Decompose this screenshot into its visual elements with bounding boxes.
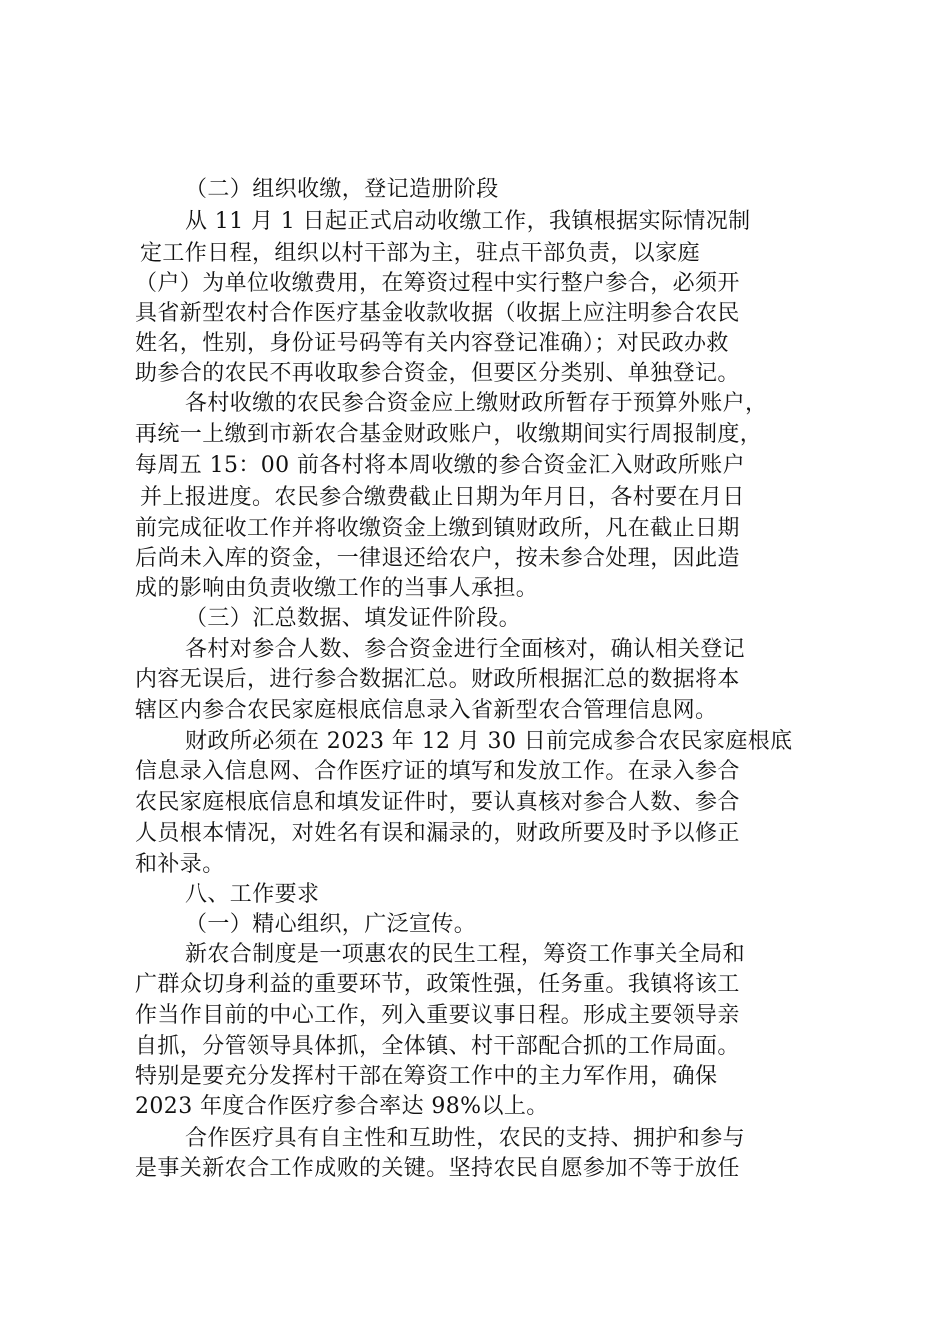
paragraph-line: 助参合的农民不再收取参合资金，但要区分类别、单独登记。 xyxy=(135,361,740,386)
paragraph-line: 内容无误后，进行参合数据汇总。财政所根据汇总的数据将本 xyxy=(135,667,740,692)
section-heading-2: （二）组织收缴，登记造册阶段 xyxy=(185,177,499,202)
paragraph-line: 后尚未入库的资金，一律退还给农户，按未参合处理，因此造 xyxy=(135,546,740,571)
paragraph-line: 人员根本情况，对姓名有误和漏录的，财政所要及时予以修正 xyxy=(135,821,740,846)
paragraph-line: 各村对参合人数、参合资金进行全面核对，确认相关登记 xyxy=(185,637,746,662)
paragraph-line: 定工作日程，组织以村干部为主，驻点干部负责，以家庭 xyxy=(140,241,701,266)
paragraph-line: 姓名，性别，身份证号码等有关内容登记准确）；对民政办救 xyxy=(135,331,729,356)
paragraph-line: 从 11 月 1 日起正式启动收缴工作，我镇根据实际情况制 xyxy=(185,209,751,234)
paragraph-line: 广群众切身利益的重要环节，政策性强，任务重。我镇将该工 xyxy=(135,972,740,997)
paragraph-line: 自抓，分管领导具体抓，全体镇、村干部配合抓的工作局面。 xyxy=(135,1034,740,1059)
paragraph-line: 每周五 15：00 前各村将本周收缴的参合资金汇入财政所账户 xyxy=(135,453,745,478)
section-heading-3: （三）汇总数据、填发证件阶段。 xyxy=(185,606,522,631)
paragraph-line: 作当作目前的中心工作，列入重要议事日程。形成主要领导亲 xyxy=(135,1003,740,1028)
paragraph-line: 再统一上缴到市新农合基金财政账户，收缴期间实行周报制度， xyxy=(135,422,763,447)
paragraph-line: 各村收缴的农民参合资金应上缴财政所暂存于预算外账户， xyxy=(185,391,768,416)
paragraph-line: 2023 年度合作医疗参合率达 98%以上。 xyxy=(135,1094,549,1119)
paragraph-line: 辖区内参合农民家庭根底信息录入省新型农合管理信息网。 xyxy=(135,698,718,723)
paragraph-line: 新农合制度是一项惠农的民生工程，筹资工作事关全局和 xyxy=(185,942,746,967)
paragraph-line: 成的影响由负责收缴工作的当事人承担。 xyxy=(135,576,539,601)
paragraph-line: 并上报进度。农民参合缴费截止日期为年月日，各村要在月日 xyxy=(140,485,745,510)
paragraph-line: 特别是要充分发挥村干部在筹资工作中的主力军作用，确保 xyxy=(135,1064,718,1089)
subsection-heading-1: （一）精心组织，广泛宣传。 xyxy=(185,912,477,937)
section-heading-8: 八、工作要求 xyxy=(185,882,320,907)
paragraph-line: （户）为单位收缴费用，在筹资过程中实行整户参合，必须开 xyxy=(135,271,740,296)
paragraph-line: 是事关新农合工作成败的关键。坚持农民自愿参加不等于放任 xyxy=(135,1156,740,1181)
paragraph-line: 具省新型农村合作医疗基金收款收据（收据上应注明参合农民 xyxy=(135,301,740,326)
paragraph-line: 合作医疗具有自主性和互助性，农民的支持、拥护和参与 xyxy=(185,1126,746,1151)
paragraph-line: 前完成征收工作并将收缴资金上缴到镇财政所，凡在截止日期 xyxy=(135,516,740,541)
paragraph-line: 信息录入信息网、合作医疗证的填写和发放工作。在录入参合 xyxy=(135,759,740,784)
paragraph-line: 农民家庭根底信息和填发证件时，要认真核对参合人数、参合 xyxy=(135,790,740,815)
paragraph-line: 和补录。 xyxy=(135,852,225,877)
paragraph-line: 财政所必须在 2023 年 12 月 30 日前完成参合农民家庭根底 xyxy=(185,729,793,754)
